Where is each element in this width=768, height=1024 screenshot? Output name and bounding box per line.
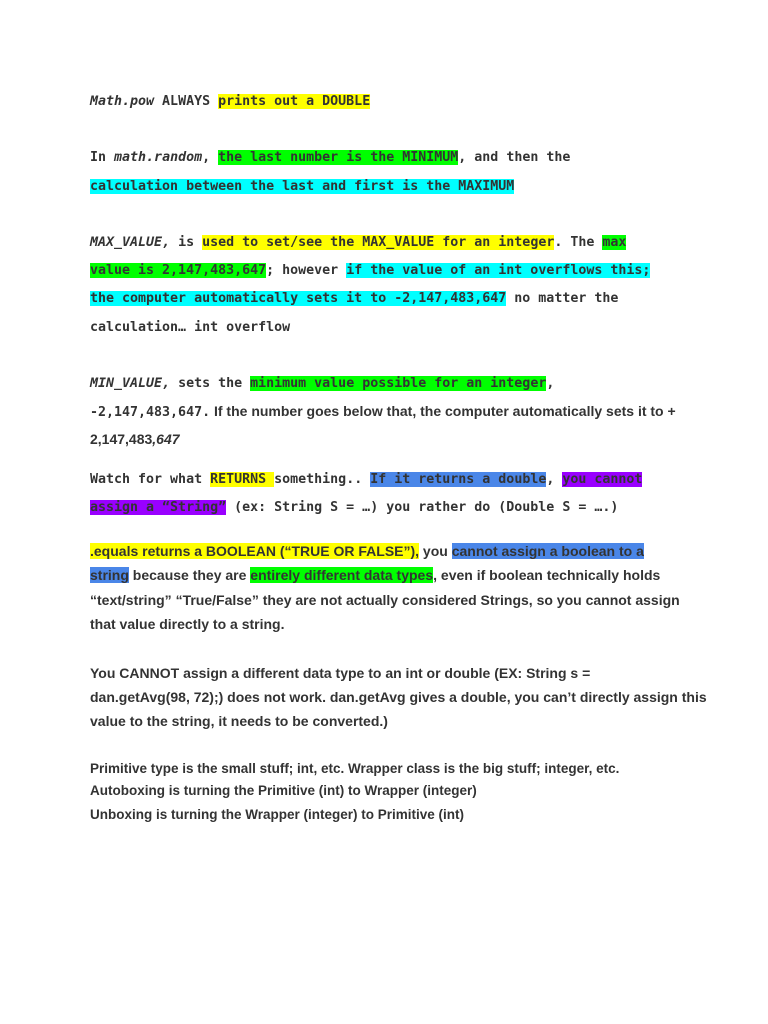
text-run: that value directly to a string. — [90, 616, 285, 632]
line-max-value — [90, 235, 626, 250]
code-term: -2,147,483,647. — [90, 405, 211, 420]
line-returns — [90, 472, 642, 487]
line-autoboxing — [90, 783, 477, 798]
line-max-value-2 — [90, 263, 650, 278]
text-run: You CANNOT assign a different data type to an int or double (EX: String s = — [90, 665, 591, 681]
text-run: you — [419, 543, 452, 559]
highlight-cyan: if the value of an int overflows this; — [346, 263, 651, 278]
highlight-yellow: .equals returns a BOOLEAN (“TRUE OR FALSE”), — [90, 543, 420, 559]
text-run: no matter the — [506, 291, 619, 306]
highlight-green: max — [602, 235, 627, 250]
text-run: , even if boolean technically holds — [433, 567, 661, 583]
text-run: ALWAYS — [154, 94, 219, 109]
text-run: something.. — [274, 472, 371, 487]
line-unboxing — [90, 807, 464, 822]
highlight-purple: assign a “String” — [90, 500, 227, 515]
text-run: In — [90, 150, 115, 165]
line-max-value-4 — [90, 320, 290, 335]
line-min-value-2 — [90, 403, 676, 421]
text-run: dan.getAvg(98, 72);) does not work. dan.getAvg gives a double, you can’t directly assign this — [90, 689, 707, 705]
text-run: because they are — [128, 567, 251, 583]
text-run: , — [546, 376, 555, 391]
text-run: If the number goes below that, the computer automatically sets it to + — [210, 403, 676, 419]
line-equals-3 — [90, 592, 680, 608]
line-equals-2 — [90, 567, 660, 583]
text-run: value to the string, it needs to be converted.) — [90, 713, 388, 729]
highlight-cyan: the computer automatically sets it to -2,147,483,647 — [90, 291, 507, 306]
line-math-random — [90, 150, 570, 165]
highlight-green: entirely different data types — [250, 567, 434, 583]
code-term: math.random — [114, 150, 203, 165]
text-run: Primitive type is the small stuff; int, etc. Wrapper class is the big stuff; integer, etc. — [90, 761, 620, 776]
highlight-blue: cannot assign a boolean to a — [451, 543, 644, 559]
text-run: Watch for what — [90, 472, 211, 487]
text-run: , — [546, 472, 563, 487]
text-run: sets the — [170, 376, 251, 391]
line-primitive — [90, 761, 619, 776]
text-run: 2,147,483 — [90, 431, 153, 447]
line-cannot-assign — [90, 665, 590, 681]
highlight-green: value is 2,147,483,647 — [90, 263, 267, 278]
line-random-max — [90, 179, 514, 194]
highlight-yellow: used to set/see the MAX_VALUE for an integer — [202, 235, 555, 250]
code-term: MIN_VALUE, — [90, 376, 171, 391]
line-cannot-assign-3 — [90, 713, 388, 729]
code-term: Math.pow — [90, 94, 155, 109]
text-run: . The — [554, 235, 603, 250]
code-term: MAX_VALUE, — [90, 235, 171, 250]
highlight-cyan: calculation between the last and first is the MAXIMUM — [90, 179, 515, 194]
highlight-blue: If it returns a double — [370, 472, 547, 487]
text-run: calculation… int overflow — [90, 320, 291, 335]
highlight-green: the last number is the MINIMUM — [218, 150, 459, 165]
highlight-purple: you cannot — [562, 472, 643, 487]
line-cannot-assign-2 — [90, 689, 707, 705]
highlight-yellow: RETURNS — [210, 472, 275, 487]
text-run: Autoboxing is turning the Primitive (int) to Wrapper (integer) — [90, 783, 477, 798]
text-run: , and then the — [458, 150, 571, 165]
text-run: Unboxing is turning the Wrapper (integer) to Primitive (int) — [90, 807, 465, 822]
line-math-pow — [90, 94, 370, 109]
text-run: is — [170, 235, 203, 250]
line-returns-2 — [90, 500, 618, 515]
line-min-value-3 — [90, 431, 180, 447]
line-max-value-3 — [90, 291, 618, 306]
text-run: (ex: String S = …) you rather do (Double S = ….) — [226, 500, 619, 515]
text-run: ; however — [266, 263, 347, 278]
text-run: “text/string” “True/False” they are not actually considered Strings, so you cannot assign — [90, 592, 680, 608]
line-min-value — [90, 376, 554, 391]
highlight-blue: string — [90, 567, 129, 583]
text-run: , — [202, 150, 219, 165]
highlight-green: minimum value possible for an integer — [250, 376, 547, 391]
highlight-yellow: prints out a DOUBLE — [218, 94, 371, 109]
text-run-italic: ,647 — [152, 431, 180, 447]
line-equals — [90, 543, 644, 559]
line-equals-4 — [90, 616, 285, 632]
